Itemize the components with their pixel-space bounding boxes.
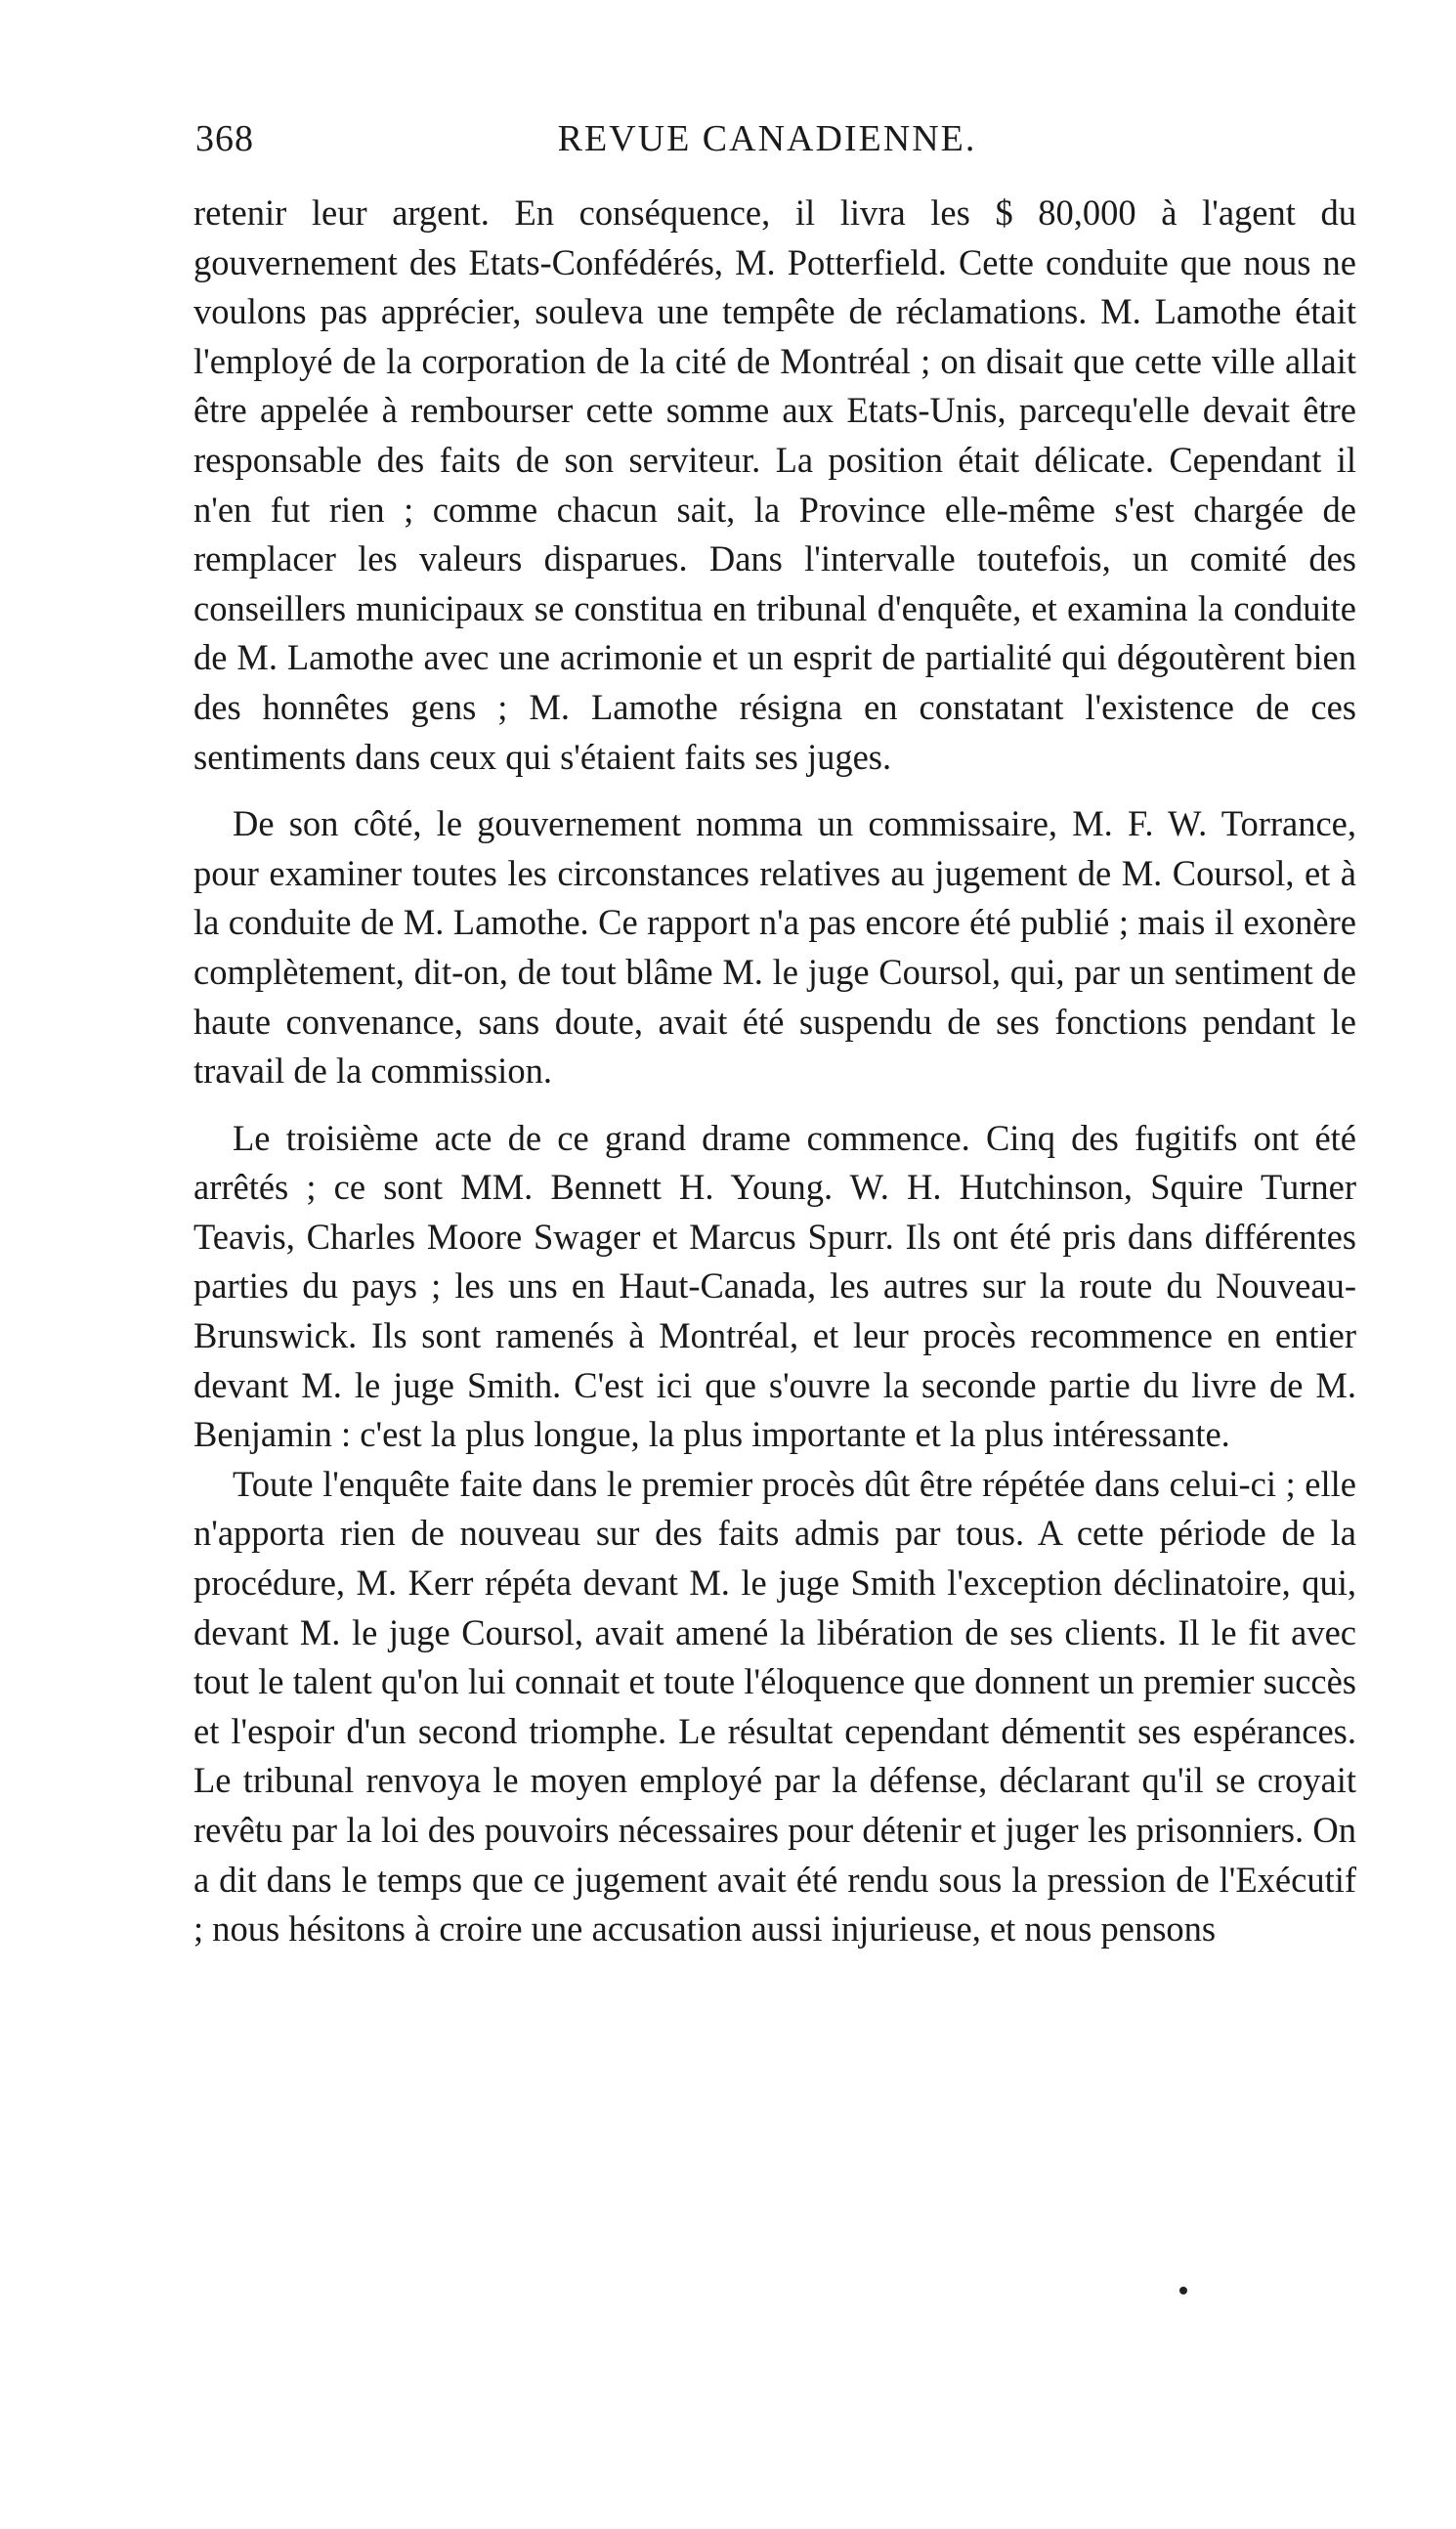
ink-dot-mark <box>1179 2287 1187 2294</box>
paragraph-2: De son côté, le gouvernement nomma un commissaire, M. F. W. Torrance, pour examiner toutes les circonstances relatives au jugement de M. Coursol, et à la conduite de M. Lamothe. Ce rapport n'a pas encore été publié ; mais il exonère complètement, dit-on, de tout blâme M. le juge Coursol, qui, par un sentiment de haute convenance, sans doute, avait été suspendu de ses fonctions pendant le travail de la commission. <box>193 803 1356 1092</box>
paragraph-4: Toute l'enquête faite dans le premier procès dût être répétée dans celui-ci ; elle n'apporta rien de nouveau sur des faits admis par tous. A cette période de la procédure, M. Kerr répéta devant M. le juge Smith l'exception déclinatoire, qui, devant M. le juge Coursol, avait amené la libération de ses clients. Il le fit avec tout le talent qu'on lui connait et toute l'éloquence que donnent un premier succès et l'espoir d'un second triomphe. Le résultat cependant démentit ses espérances. Le tribunal renvoya le moyen employé par la défense, déclarant qu'il se croyait revêtu par la loi des pouvoirs nécessaires pour détenir et juger les prisonniers. On a dit dans le temps que ce jugement avait été rendu sous la pression de l'Exécutif ; nous hésitons à croire une accusation aussi injurieuse, et nous pensons <box>193 1463 1356 1950</box>
paragraph-1: retenir leur argent. En conséquence, il livra les $ 80,000 à l'agent du gouvernement des Etats-Confédérés, M. Potterfield. Cette conduite que nous ne voulons pas apprécier, souleva une tempête de réclamations. M. Lamothe était l'employé de la corporation de la cité de Montréal ; on disait que cette ville allait être appelée à rembourser cette somme aux Etats-Unis, parcequ'elle devait être responsable des faits de son serviteur. La position était délicate. Cependant il n'en fut rien ; comme chacun sait, la Province elle-même s'est chargée de remplacer les valeurs disparues. Dans l'intervalle toutefois, un comité des conseillers municipaux se constitua en tribunal d'enquête, et examina la conduite de M. Lamothe avec une acrimonie et un esprit de partialité qui dégoutèrent bien des honnêtes gens ; M. Lamothe résigna en constatant l'existence de ces sentiments dans ceux qui s'étaient faits ses juges. <box>193 193 1356 777</box>
page-number: 368 <box>195 118 254 159</box>
body-text <box>193 189 1356 1954</box>
paragraph-3: Le troisième acte de ce grand drame commence. Cinq des fugitifs ont été arrêtés ; ce sont MM. Bennett H. Young. W. H. Hutchinson, Squire Turner Teavis, Charles Moore Swager et Marcus Spurr. Ils ont été pris dans différentes parties du pays ; les uns en Haut-Canada, les autres sur la route du Nouveau-Brunswick. Ils sont ramenés à Montréal, et leur procès recommence en entier devant M. le juge Smith. C'est ici que s'ouvre la seconde partie du livre de M. Benjamin : c'est la plus longue, la plus importante et la plus intéressante. <box>193 1117 1356 1455</box>
journal-title: REVUE CANADIENNE. <box>557 118 977 159</box>
running-head <box>195 117 1339 176</box>
